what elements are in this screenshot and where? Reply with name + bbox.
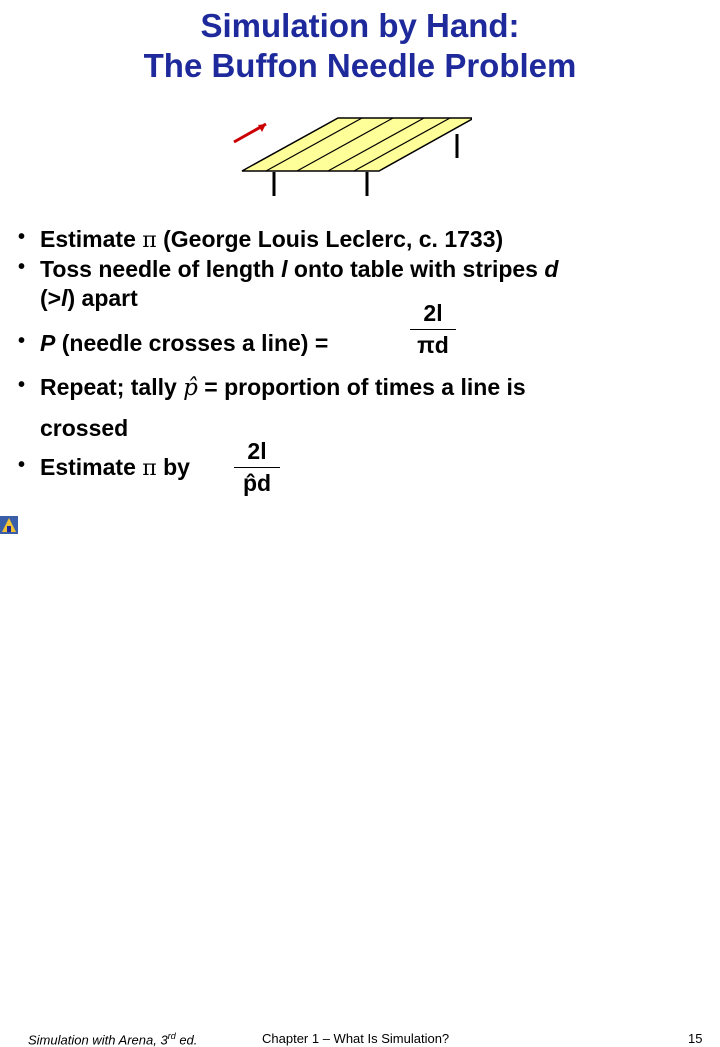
- bullet-text: (needle crosses a line) =: [55, 330, 329, 356]
- bullet-text: (George Louis Leclerc, c. 1733): [156, 226, 504, 252]
- var-l: l: [61, 285, 68, 311]
- fraction-bar: [410, 329, 456, 330]
- fraction-numerator: 2l: [247, 438, 267, 464]
- bullet-text: Estimate: [40, 226, 143, 252]
- bullet-dot: •: [18, 374, 26, 396]
- bullet-text: = proportion of times a line is: [197, 374, 526, 400]
- buffon-table-illustration: [222, 112, 472, 202]
- slide-footer: [0, 510, 720, 1047]
- bullet-text: crossed: [40, 415, 129, 441]
- bullet-text: Repeat; tally: [40, 374, 184, 400]
- bullet-text: by: [156, 454, 190, 480]
- slide-title: [0, 6, 720, 86]
- fraction-estimate: [234, 438, 280, 497]
- var-d: d: [544, 256, 559, 282]
- title-line-1: Simulation by Hand:: [200, 7, 520, 44]
- bullet-dot: •: [18, 256, 26, 278]
- var-l: l: [281, 256, 288, 282]
- var-P: P: [40, 330, 56, 356]
- fraction-bar: [234, 467, 280, 468]
- pi-symbol: π: [142, 456, 157, 481]
- fraction-numerator: 2l: [423, 300, 443, 326]
- fraction-denominator: p̂d: [242, 470, 272, 496]
- fraction-probability: [410, 300, 456, 359]
- pi-symbol: π: [142, 228, 157, 253]
- bullet-text: (>: [40, 285, 62, 311]
- title-line-2: The Buffon Needle Problem: [143, 47, 577, 84]
- fraction-denominator: πd: [417, 332, 449, 358]
- bullet-dot: •: [18, 330, 26, 352]
- bullet-dot: •: [18, 226, 26, 248]
- page-number: 15: [688, 1031, 703, 1046]
- bullet-text: ) apart: [67, 285, 138, 311]
- bullet-text: Toss needle of length: [40, 256, 282, 282]
- footer-chapter: Chapter 1 – What Is Simulation?: [262, 1031, 450, 1046]
- bullet-text: Estimate: [40, 454, 143, 480]
- footer-book-title: Simulation with Arena, 3rd ed.: [28, 1031, 198, 1047]
- var-p-hat: p̂: [183, 375, 198, 401]
- bullet-text: onto table with stripes: [287, 256, 545, 282]
- bullet-dot: •: [18, 454, 26, 476]
- table-top: [242, 118, 472, 171]
